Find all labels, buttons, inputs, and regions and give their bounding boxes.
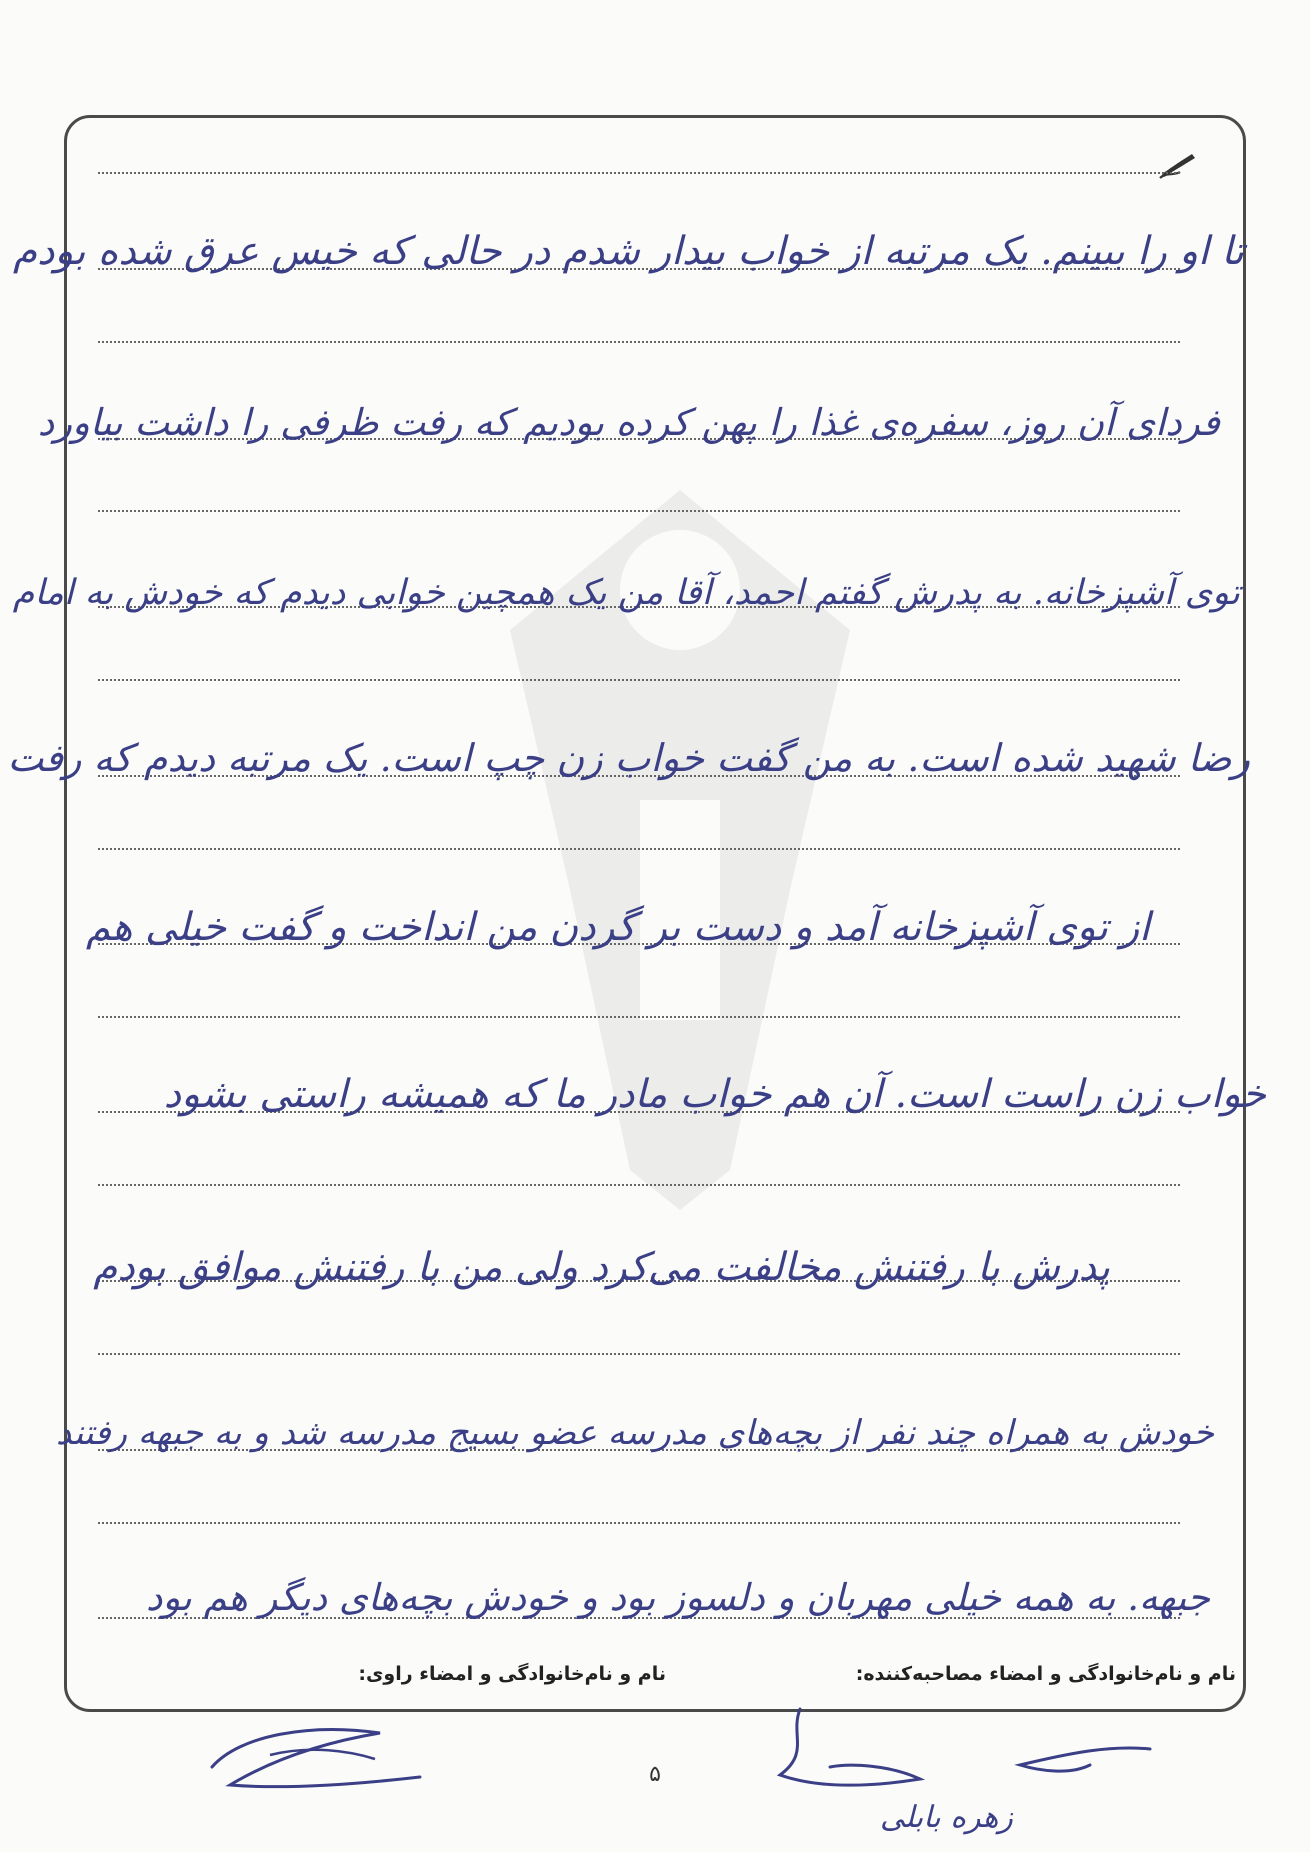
interviewer-label: نام و نام‌خانوادگی و امضاء مصاحبه‌کننده: xyxy=(855,1663,1236,1685)
pen-writing-icon xyxy=(1158,150,1198,180)
ruled-line xyxy=(98,172,1180,174)
ruled-line xyxy=(98,679,1180,681)
ruled-line xyxy=(98,341,1180,343)
ruled-line xyxy=(98,1522,1180,1524)
ruled-line xyxy=(98,1016,1180,1018)
handwritten-line: پدرش با رفتنش مخالفت می‌کرد ولی من با رفتنش موافق بودم xyxy=(93,1245,1110,1290)
handwritten-line: خودش به همراه چند نفر از بچه‌های مدرسه عضو بسیج مدرسه شد و به جبهه رفتند xyxy=(56,1413,1214,1453)
handwritten-line: رضا شهید شده است. به من گفت خواب زن چپ است. یک مرتبه دیدم که رفت xyxy=(7,736,1250,780)
handwritten-line: جبهه. به همه خیلی مهربان و دلسوز بود و خودش بچه‌های دیگر هم بود xyxy=(145,1576,1210,1619)
ruled-line xyxy=(98,848,1180,850)
signature-labels xyxy=(98,1663,1236,1697)
ruled-line xyxy=(98,1353,1180,1355)
interviewer-signature-name: زهره بابلی xyxy=(880,1800,1013,1835)
handwritten-line: توی آشپزخانه. به پدرش گفتم احمد، آقا من یک همچین خوابی دیدم که خودش به امام xyxy=(12,573,1240,613)
handwritten-line: فردای آن روز، سفره‌ی غذا را پهن کرده بودیم که رفت ظرفی را داشت بیاورد xyxy=(37,401,1220,444)
narrator-label: نام و نام‌خانوادگی و امضاء راوی: xyxy=(358,1663,666,1685)
ruled-line xyxy=(98,510,1180,512)
interviewer-signature xyxy=(770,1705,1190,1815)
page-number: ۵ xyxy=(649,1762,661,1787)
handwritten-line: از توی آشپزخانه آمد و دست بر گردن من انداخت و گفت خیلی هم xyxy=(86,905,1150,950)
handwritten-line: خواب زن راست است. آن هم خواب مادر ما که همیشه راستی بشود xyxy=(163,1072,1266,1117)
ruled-line xyxy=(98,1184,1180,1186)
narrator-signature xyxy=(200,1715,430,1805)
handwritten-line: تا او را ببینم. یک مرتبه از خواب بیدار شدم در حالی که خیس عرق شده بودم xyxy=(13,229,1244,274)
